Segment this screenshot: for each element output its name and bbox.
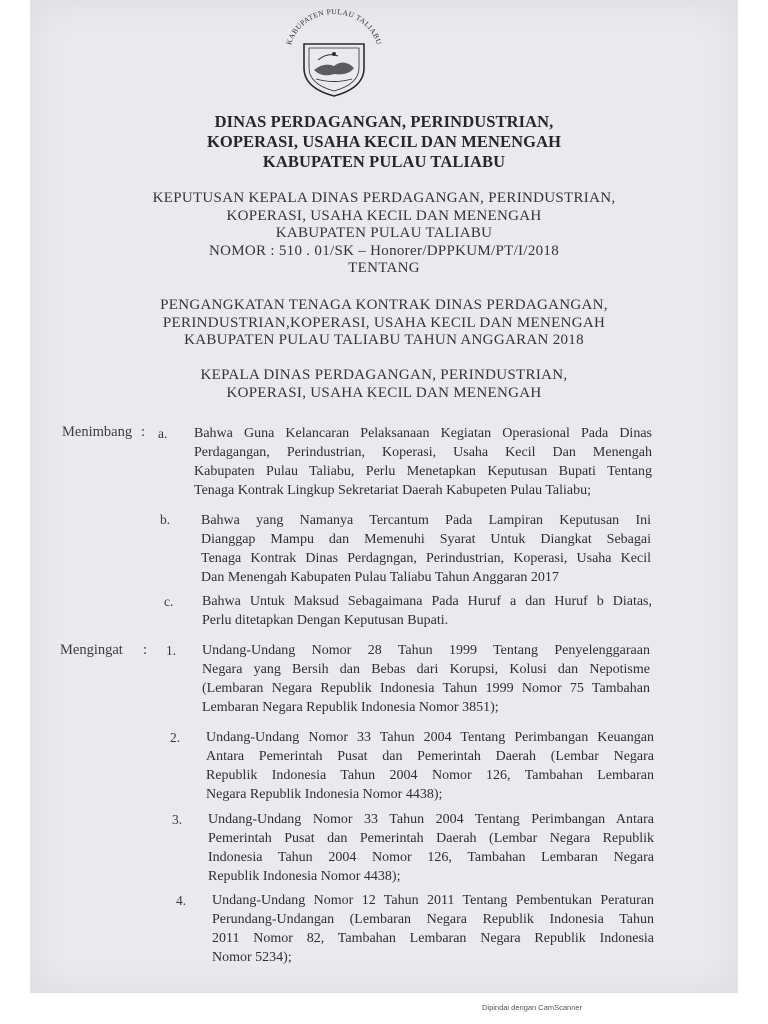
paragraph-line: Bahwa Guna Kelancaran Pelaksanaan Kegiatan Operasional Pada Dinas xyxy=(194,426,652,441)
paragraph-line: Lembaran Negara Republik Indonesia Nomor 3851); xyxy=(202,700,499,715)
paragraph-line: Republik Indonesia Tahun 2004 Nomor 126, Tambahan Lembaran xyxy=(206,768,654,783)
mengingat-item-3 xyxy=(208,810,654,886)
seal-arc-text: KABUPATEN PULAU TALIABU xyxy=(284,8,384,46)
paragraph-line: Perdagangan, Perindustrian, Koperasi, Usaha Kecil Dan Menengah xyxy=(194,445,652,460)
paragraph-line: Negara yang Bersih dan Bebas dari Korupsi, Kolusi dan Nepotisme xyxy=(202,662,650,677)
paragraph-line: Antara Pemerintah Pusat dan Pemerintah Daerah (Lembar Negara xyxy=(206,749,654,764)
menimbang-item-a xyxy=(194,424,652,500)
paragraph-line: Indonesia Tahun 2004 Nomor 126, Tambahan Lembaran Negara xyxy=(208,850,654,865)
institution-line: KOPERASI, USAHA KECIL DAN MENENGAH xyxy=(206,132,562,151)
decree-subject xyxy=(30,297,738,350)
svg-text:KABUPATEN PULAU TALIABU xyxy=(284,8,383,46)
paragraph-line: Nomor 5234); xyxy=(212,950,292,965)
decree-title-line: KOPERASI, USAHA KECIL DAN MENENGAH xyxy=(226,207,542,224)
issuing-official-line: KOPERASI, USAHA KECIL DAN MENENGAH xyxy=(226,384,542,401)
decree-title-line: KEPUTUSAN KEPALA DINAS PERDAGANGAN, PERINDUSTRIAN, xyxy=(152,190,616,206)
mengingat-item-1 xyxy=(202,641,650,717)
paragraph-line: Undang-Undang Nomor 33 Tahun 2004 Tentang Perimbangan Keuangan xyxy=(206,730,654,745)
mengingat-marker-2: 2. xyxy=(170,730,181,745)
paragraph-line: Republik Indonesia Nomor 4438); xyxy=(208,869,401,884)
paragraph-line: Dianggap Mampu dan Memenuhi Syarat Untuk Diangkat Sebagai xyxy=(201,532,651,547)
decree-subject-line: PERINDUSTRIAN,KOPERASI, USAHA KECIL DAN MENENGAH xyxy=(162,314,606,331)
decree-about-label: TENTANG xyxy=(348,260,420,276)
decree-title xyxy=(30,190,738,278)
mengingat-marker-4: 4. xyxy=(176,893,187,908)
mengingat-marker-3: 3. xyxy=(172,812,183,827)
institution-line: KABUPATEN PULAU TALIABU xyxy=(262,152,506,171)
decree-number: NOMOR : 510 . 01/SK – Honorer/DPPKUM/PT/I/2018 xyxy=(208,242,560,259)
menimbang-marker-b: b. xyxy=(160,512,171,527)
paragraph-line: Negara Republik Indonesia Nomor 4438); xyxy=(206,787,443,802)
menimbang-marker-c: c. xyxy=(164,594,174,609)
paragraph-line: Perlu ditetapkan Dengan Keputusan Bupati. xyxy=(202,613,449,628)
paragraph-line: Bahwa Untuk Maksud Sebagaimana Pada Huruf a dan Huruf b Diatas, xyxy=(202,594,652,609)
menimbang-colon: : xyxy=(141,424,146,440)
decree-subject-line: PENGANGKATAN TENAGA KONTRAK DINAS PERDAGANGAN, xyxy=(160,297,608,313)
institution-heading xyxy=(30,112,738,172)
paragraph-line: Undang-Undang Nomor 28 Tahun 1999 Tentang Penyelenggaraan xyxy=(202,643,650,658)
paragraph-line: 2011 Nomor 82, Tambahan Lembaran Negara Republik Indonesia xyxy=(212,931,654,946)
paragraph-line: Tenaga Kontrak Dinas Perdagngan, Perindustrian, Koperasi, Usaha Kecil xyxy=(201,551,651,566)
paragraph-line: Tenaga Kontrak Lingkup Sekretariat Daerah Kabupeten Pulau Taliabu; xyxy=(194,483,592,498)
mengingat-marker-1: 1. xyxy=(166,643,177,658)
menimbang-marker-a: a. xyxy=(158,426,168,441)
paragraph-line: (Lembaran Negara Republik Indonesia Tahun 1999 Nomor 75 Tambahan xyxy=(202,681,650,696)
decree-title-line: KABUPATEN PULAU TALIABU xyxy=(275,225,493,241)
mengingat-item-4 xyxy=(212,891,654,967)
menimbang-item-b xyxy=(201,511,651,587)
paragraph-line: Undang-Undang Nomor 12 Tahun 2011 Tentang Pembentukan Peraturan xyxy=(212,893,654,908)
issuing-official-line: KEPALA DINAS PERDAGANGAN, PERINDUSTRIAN, xyxy=(200,367,568,383)
paragraph-line: Perundang-Undangan (Lembaran Negara Republik Indonesia Tahun xyxy=(212,912,654,927)
menimbang-label: Menimbang xyxy=(62,424,133,440)
mengingat-label: Mengingat xyxy=(60,642,123,658)
scanner-watermark: Dipindai dengan CamScanner xyxy=(482,1003,583,1012)
paragraph-line: Kabupaten Pulau Taliabu, Perlu Menetapkan Keputusan Bupati Tentang xyxy=(194,464,652,479)
issuing-official xyxy=(30,367,738,402)
institution-line: DINAS PERDAGANGAN, PERINDUSTRIAN, xyxy=(214,112,554,131)
decree-subject-line: KABUPATEN PULAU TALIABU TAHUN ANGGARAN 2018 xyxy=(184,332,584,348)
menimbang-item-c xyxy=(202,592,652,630)
mengingat-colon: : xyxy=(143,642,148,658)
paragraph-line: Bahwa yang Namanya Tercantum Pada Lampiran Keputusan Ini xyxy=(201,513,651,528)
mengingat-item-2 xyxy=(206,728,654,804)
paragraph-line: Pemerintah Pusat dan Pemerintah Daerah (Lembar Negara Republik xyxy=(208,831,654,846)
paragraph-line: Undang-Undang Nomor 33 Tahun 2004 Tentang Perimbangan Antara xyxy=(208,812,654,827)
regional-seal-logo xyxy=(278,8,390,100)
paragraph-line: Dan Menengah Kabupaten Pulau Taliabu Tahun Anggaran 2017 xyxy=(201,570,559,585)
